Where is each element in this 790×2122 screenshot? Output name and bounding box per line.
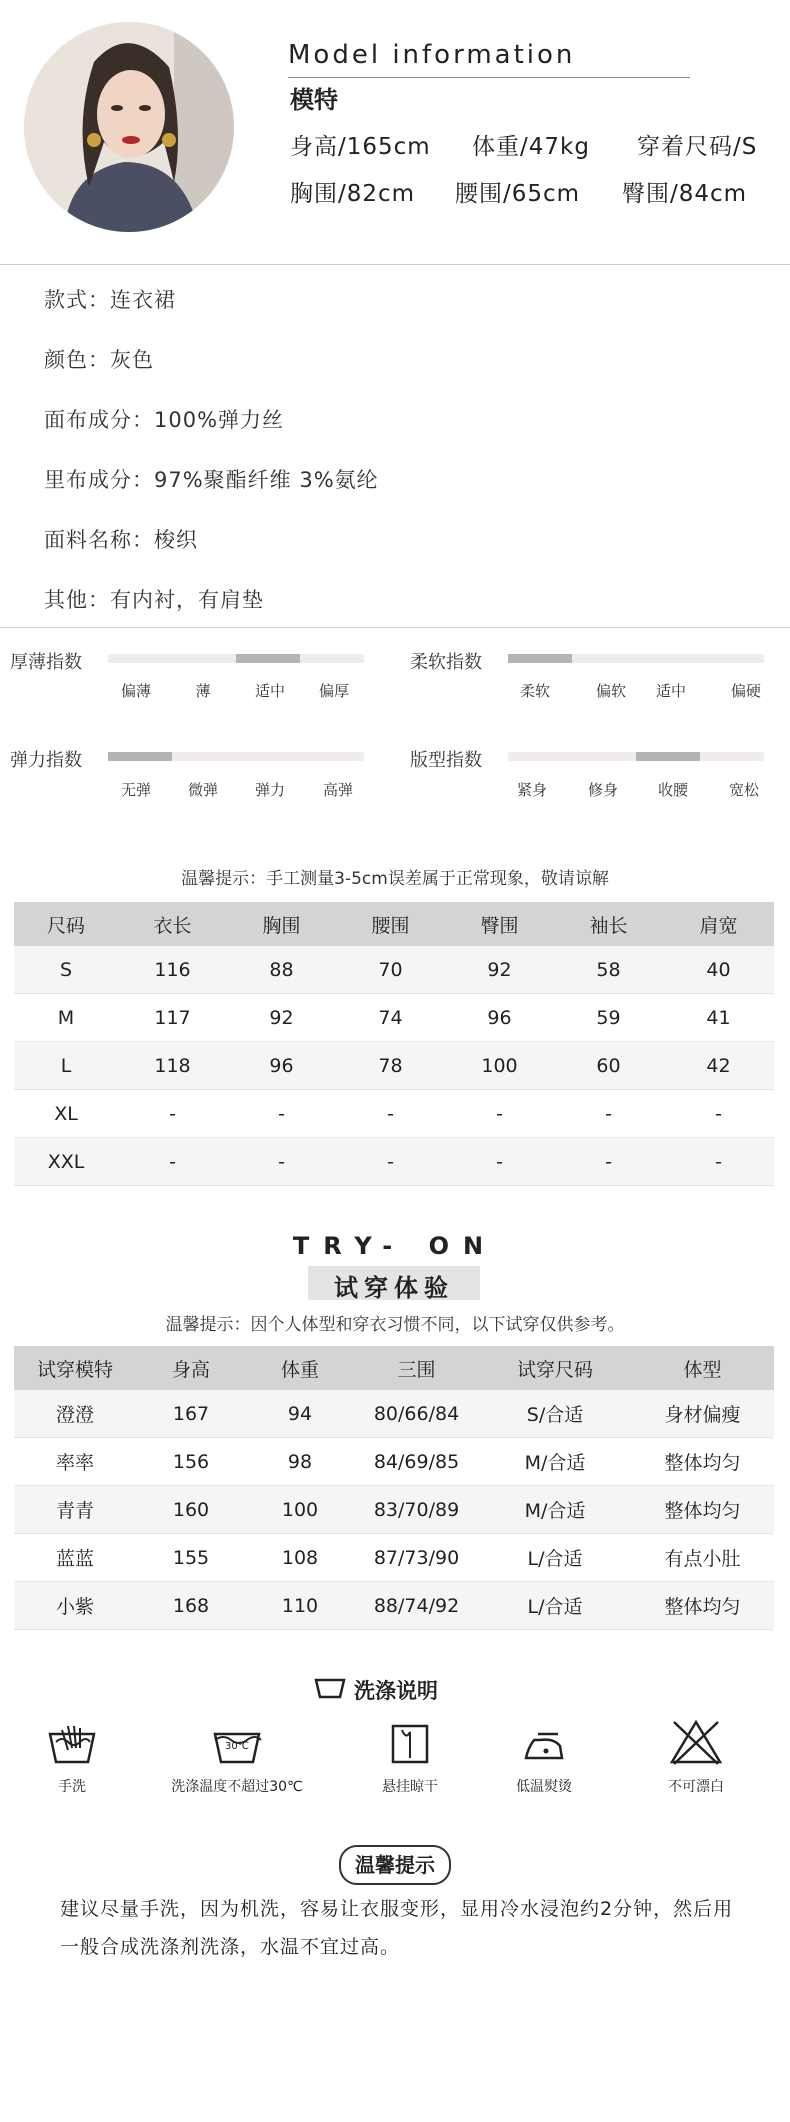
table-cell: L/合适 [479,1582,631,1630]
column-header: 尺码 [14,902,118,946]
table-row [14,1534,774,1582]
index-tick: 弹力 [254,781,285,799]
table-cell: 84/69/85 [354,1438,479,1486]
column-header: 体重 [246,1346,354,1390]
table-row [14,946,774,994]
table-cell: 94 [246,1390,354,1438]
table-row [14,1582,774,1630]
table-cell: 59 [554,994,663,1042]
column-header: 试穿模特 [14,1346,136,1390]
table-cell: 100 [246,1486,354,1534]
tryon-note: 温馨提示：因个人体型和穿衣习惯不同，以下试穿仅供参考。 [165,1315,625,1335]
table-row [14,1438,774,1486]
wash-label: 手洗 [58,1779,86,1795]
index-tick: 偏软 [595,682,626,700]
column-header: 体型 [631,1346,774,1390]
table-cell: 58 [554,946,663,994]
elasticity-index-label: 弹力指数 [10,750,82,771]
table-cell: 42 [663,1042,774,1090]
fit-index-label: 版型指数 [410,750,482,771]
table-cell: 78 [336,1042,445,1090]
model-height: 身高/165cm [290,134,431,160]
table-cell: 74 [336,994,445,1042]
table-cell: L [14,1042,118,1090]
divider [0,627,790,628]
wash-label: 悬挂晾干 [382,1779,438,1795]
table-cell: 60 [554,1042,663,1090]
column-header: 三围 [354,1346,479,1390]
table-cell: M/合适 [479,1438,631,1486]
tryon-table [14,1346,774,1630]
column-header: 胸围 [227,902,336,946]
table-cell: 83/70/89 [354,1486,479,1534]
table-cell: 160 [136,1486,246,1534]
table-cell: 小紫 [14,1582,136,1630]
table-cell: 87/73/90 [354,1534,479,1582]
table-row [14,994,774,1042]
table-cell: 116 [118,946,227,994]
index-tick: 偏薄 [120,682,151,700]
table-cell: - [663,1138,774,1186]
model-info-subtitle: 模特 [290,86,338,114]
table-cell: 96 [445,994,554,1042]
table-cell: 整体均匀 [631,1438,774,1486]
table-cell: 整体均匀 [631,1582,774,1630]
thickness-index-bar [108,654,364,663]
table-cell: XL [14,1090,118,1138]
table-cell: 整体均匀 [631,1486,774,1534]
table-cell: M/合适 [479,1486,631,1534]
table-cell: 108 [246,1534,354,1582]
model-info-title: Model information [288,40,576,70]
table-cell: 110 [246,1582,354,1630]
table-cell: - [336,1090,445,1138]
column-header: 袖长 [554,902,663,946]
table-cell: - [336,1138,445,1186]
model-bust: 胸围/82cm [290,181,416,207]
table-cell: - [118,1090,227,1138]
hand-wash-icon [42,1720,102,1770]
table-cell: 92 [445,946,554,994]
model-weight: 体重/47kg [472,134,590,160]
low-iron-icon [514,1720,574,1770]
table-cell: 168 [136,1582,246,1630]
column-header: 衣长 [118,902,227,946]
table-cell: 率率 [14,1438,136,1486]
tip-text: 建议尽量手洗，因为机洗，容易让衣服变形，显用冷水浸泡约2分钟，然后用一般合成洗涤剂洗涤，水温不宜过高。 [60,1898,734,1958]
table-cell: - [445,1138,554,1186]
index-tick: 紧身 [516,781,547,799]
table-cell: 155 [136,1534,246,1582]
spec-style: 款式：连衣裙 [44,288,176,312]
no-bleach-icon [666,1718,726,1768]
tryon-table-header [14,1346,774,1390]
table-cell: 100 [445,1042,554,1090]
index-tick: 薄 [195,682,211,700]
index-tick: 宽松 [728,781,759,799]
spec-fabric: 面布成分：100%弹力丝 [44,408,285,432]
hang-dry-icon [380,1720,440,1770]
table-cell: 118 [118,1042,227,1090]
model-waist: 腰围/65cm [455,181,581,207]
table-cell: 96 [227,1042,336,1090]
thickness-index-selected [236,654,300,663]
index-tick: 无弹 [120,781,151,799]
table-cell: 88/74/92 [354,1582,479,1630]
table-cell: XXL [14,1138,118,1186]
table-cell: 92 [227,994,336,1042]
fit-index-selected [636,752,700,761]
table-cell: 蓝蓝 [14,1534,136,1582]
table-row [14,1390,774,1438]
model-size: 穿着尺码/S [637,134,758,160]
size-table [14,902,774,1186]
table-cell: S [14,946,118,994]
size-table-header [14,902,774,946]
table-cell: 40 [663,946,774,994]
table-row [14,1138,774,1186]
washbasin-icon [314,1676,346,1704]
tip-title: 温馨提示 [339,1845,451,1885]
wash-title: 洗涤说明 [354,1679,438,1703]
table-cell: - [554,1090,663,1138]
size-note: 温馨提示：手工测量3-5cm误差属于正常现象，敬请谅解 [181,869,609,889]
index-tick: 收腰 [657,781,688,799]
index-tick: 适中 [254,682,285,700]
column-header: 肩宽 [663,902,774,946]
table-cell: 70 [336,946,445,994]
table-cell: 117 [118,994,227,1042]
model-avatar [24,22,234,232]
wash-label: 低温熨烫 [516,1779,572,1795]
index-tick: 微弹 [187,781,218,799]
tryon-title: TRY- ON [292,1232,498,1260]
wash-label: 洗涤温度不超过30℃ [171,1779,303,1795]
thickness-index-label: 厚薄指数 [10,652,82,673]
table-cell: 156 [136,1438,246,1486]
spec-lining: 里布成分：97%聚酯纤维 3%氨纶 [44,468,379,492]
table-cell: - [663,1090,774,1138]
table-cell: 167 [136,1390,246,1438]
table-cell: 41 [663,994,774,1042]
divider [0,264,790,265]
title-underline [288,77,690,78]
table-cell: - [227,1138,336,1186]
fit-index-bar [508,752,764,761]
softness-index-selected [508,654,572,663]
elasticity-index-bar [108,752,364,761]
column-header: 腰围 [336,902,445,946]
softness-index-bar [508,654,764,663]
index-tick: 修身 [587,781,618,799]
spec-other: 其他：有内衬，有肩垫 [44,588,264,612]
table-cell: 身材偏瘦 [631,1390,774,1438]
table-cell: 澄澄 [14,1390,136,1438]
table-cell: - [445,1090,554,1138]
index-tick: 柔软 [519,682,550,700]
tryon-subtitle: 试穿体验 [334,1274,454,1302]
wash-label: 不可漂白 [668,1779,724,1795]
column-header: 试穿尺码 [479,1346,631,1390]
wash-temp-text: 30℃ [225,1741,249,1752]
table-cell: - [227,1090,336,1138]
model-hip: 臀围/84cm [622,181,748,207]
spec-color: 颜色：灰色 [44,348,154,372]
elasticity-index-selected [108,752,172,761]
index-tick: 偏硬 [730,682,761,700]
table-cell: - [118,1138,227,1186]
table-cell: 88 [227,946,336,994]
index-tick: 偏厚 [318,682,349,700]
table-cell: L/合适 [479,1534,631,1582]
table-cell: 98 [246,1438,354,1486]
table-cell: 80/66/84 [354,1390,479,1438]
table-row [14,1042,774,1090]
spec-material-name: 面料名称：梭织 [44,528,198,552]
table-cell: - [554,1138,663,1186]
index-tick: 高弹 [322,781,353,799]
table-cell: M [14,994,118,1042]
softness-index-label: 柔软指数 [410,652,482,673]
index-tick: 适中 [655,682,686,700]
table-cell: S/合适 [479,1390,631,1438]
table-cell: 青青 [14,1486,136,1534]
table-row [14,1486,774,1534]
column-header: 臀围 [445,902,554,946]
table-row [14,1090,774,1138]
column-header: 身高 [136,1346,246,1390]
table-cell: 有点小肚 [631,1534,774,1582]
